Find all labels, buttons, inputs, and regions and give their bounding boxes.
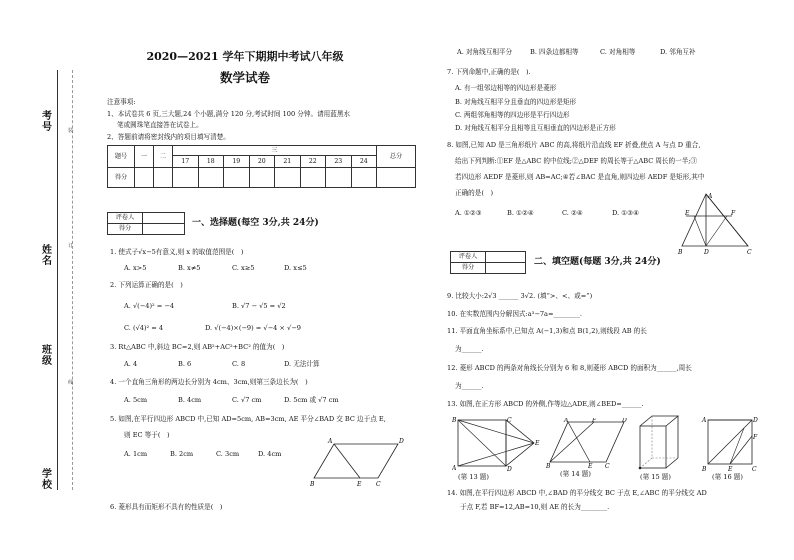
fig-label: E (357, 481, 362, 488)
q5-stem: 5. 如图,在平行四边形 ABCD 中,已知 AD=5cm, AB=3cm, AE 平分∠BAD 交 BC 边于点 E, (110, 415, 386, 423)
q5-figure (310, 436, 410, 488)
grader-cell[interactable] (486, 252, 526, 263)
score-cell[interactable] (198, 168, 224, 188)
fig-label: B (702, 466, 707, 473)
q8-option-c[interactable]: C. ②④ (562, 209, 583, 217)
score-cell[interactable] (224, 168, 250, 188)
fig-label: A (564, 418, 569, 424)
grader-score-label: 得分 (451, 263, 486, 274)
score-table-num: 23 (326, 156, 352, 168)
score-cell[interactable] (377, 168, 416, 188)
q5-option-a[interactable]: A. 1cm (124, 450, 148, 458)
q10-stem: 10. 在实数范围内分解因式:a³−7a=________. (447, 310, 582, 318)
q6-option-a[interactable]: A. 对角线互相平分 (457, 48, 513, 56)
q14-stem: 14. 如图,在平行四边形 ABCD 中,∠BAD 的平分线交 BC 于点 E,∠ABC 的平分线交 AD (447, 489, 707, 497)
notice-item-2: 2、答题前请将密封线内的项目填写清楚。 (107, 133, 230, 141)
q5-stem-2: 则 EC 等于( ) (124, 431, 170, 439)
q7-option-c[interactable]: C. 两组邻角相等的四边形是平行四边形 (455, 111, 570, 119)
q4-option-c[interactable]: C. √7 cm (232, 396, 262, 404)
fig-label: D (704, 249, 709, 256)
fig-label: D (507, 466, 512, 472)
q4-stem: 4. 一个直角三角形的两边长分别为 4cm、3cm,则第三条边长为( ) (110, 378, 308, 386)
score-table (107, 145, 416, 188)
q7-option-d[interactable]: D. 对角线互相平分且相等且互相垂直的四边形是正方形 (455, 124, 616, 132)
score-table-num: 18 (198, 156, 224, 168)
seal-mark-ding: 订 (68, 243, 74, 249)
score-cell[interactable] (326, 168, 352, 188)
score-cell[interactable] (351, 168, 377, 188)
fig-label: F (731, 210, 736, 217)
q2-stem: 2. 下列运算正确的是( ) (110, 281, 183, 289)
fig13-caption: (第 13 题) (458, 473, 489, 481)
fig13 (452, 414, 544, 472)
q3-option-b[interactable]: B. 6 (178, 360, 192, 368)
grader-cell[interactable] (143, 213, 185, 224)
fig16-caption: (第 16 题) (712, 473, 743, 481)
q12-stem-2: 为______. (455, 382, 484, 390)
q7-stem: 7. 下列命题中,正确的是( ). (447, 68, 531, 76)
q8-option-d[interactable]: D. ①③④ (612, 209, 639, 217)
q6-option-d[interactable]: D. 邻角互补 (660, 48, 696, 56)
fig-label: B (546, 463, 551, 468)
q5-option-b[interactable]: B. 2cm (170, 450, 194, 458)
q8-option-b[interactable]: B. ①②④ (507, 209, 534, 217)
q2-option-b[interactable]: B. √7 − √5 = √2 (232, 302, 286, 310)
q3-option-c[interactable]: C. 8 (232, 360, 246, 368)
fig-label: D (399, 438, 404, 445)
q2-option-a[interactable]: A. √(−4)² = −4 (124, 302, 175, 310)
q6-stem: 6. 菱形具有而矩形不具有的性质是( ) (110, 503, 223, 511)
fig-label: A (708, 193, 713, 200)
fig16 (700, 414, 760, 474)
q8-stem-3: 若四边形 AEDF 是菱形,则 AB=AC;④若∠BAC 是直角,则四边形 AEDF 是矩形,其中 (455, 173, 705, 181)
score-table-num: 24 (351, 156, 377, 168)
q8-figure (674, 190, 758, 256)
xingming-label: 姓名 (39, 244, 51, 266)
fig15-caption: (第 15 题) (640, 473, 671, 481)
fig14 (546, 418, 628, 468)
score-cell[interactable] (135, 168, 154, 188)
fig-label: B (678, 249, 683, 256)
fig-label: A (328, 438, 333, 445)
fig15 (634, 412, 690, 474)
fig-label: C (376, 481, 381, 488)
xuexiao-label: 学校 (39, 468, 51, 490)
q14-stem-2: 于点 F,若 BF=12,AB=10,则 AE 的长为________. (460, 503, 610, 511)
q4-option-b[interactable]: B. 4cm (178, 396, 202, 404)
exam-title: 2020—2021 学年下期期中考试八年级 (146, 50, 344, 63)
fig-label: F (753, 434, 758, 441)
q1-option-a[interactable]: A. x>5 (124, 264, 147, 272)
q8-option-a[interactable]: A. ①②③ (455, 209, 482, 217)
score-table-label-no: 题号 (108, 146, 135, 168)
score-cell[interactable] (300, 168, 326, 188)
seal-mark-xian: 线 (68, 380, 74, 386)
q8-stem-2: 给出下列判断:①EF 是△ABC 的中位线;②△DEF 的周长等于△ABC 周长的一半;③ (455, 157, 698, 165)
fig-label: E (685, 210, 690, 217)
q13-stem: 13. 如图,在正方形 ABCD 的外侧,作等边△ADE,则∠BED=______. (447, 400, 644, 408)
score-table-col-two: 二 (154, 146, 173, 168)
exam-subtitle: 数学试卷 (219, 70, 270, 85)
q4-option-d[interactable]: D. 5cm 或 √7 cm (284, 396, 339, 404)
fig-label: D (622, 418, 627, 424)
q11-stem-2: 为______. (455, 345, 484, 353)
seal-mark-zhuang: 装 (68, 128, 74, 134)
q4-option-a[interactable]: A. 5cm (124, 396, 148, 404)
q1-stem: 1. 使式子√x−5有意义,则 x 的取值范围是( ) (110, 248, 244, 256)
score-table-label-score: 得分 (108, 168, 135, 188)
score-cell[interactable] (173, 168, 199, 188)
grader-box-2 (450, 251, 526, 274)
q1-option-c[interactable]: C. x≥5 (232, 264, 255, 272)
q3-option-a[interactable]: A. 4 (124, 360, 138, 368)
q7-option-b[interactable]: B. 对角线互相平分且垂直的四边形是矩形 (455, 98, 577, 106)
q3-option-d[interactable]: D. 无法计算 (284, 360, 320, 368)
fig-label: B (310, 481, 315, 488)
score-table-col-total: 总分 (377, 146, 416, 168)
fig-label: C (507, 417, 512, 424)
grader-label: 评卷人 (108, 213, 143, 224)
fig-label: F (592, 418, 597, 424)
q7-option-a[interactable]: A. 有一组邻边相等的四边形是菱形 (455, 84, 557, 92)
score-table-num: 20 (249, 156, 275, 168)
grader-label: 评卷人 (451, 252, 486, 263)
fig-label: E (728, 466, 733, 473)
fig-label: C (752, 466, 757, 473)
score-table-num: 22 (300, 156, 326, 168)
grader-cell[interactable] (486, 263, 526, 274)
notice-item-1: 1、本试卷共 6 页,三大题,24 个小题,满分 120 分,考试时间 100 分钟。请用蓝黑水 (107, 110, 351, 118)
q5-option-c[interactable]: C. 3cm (216, 450, 240, 458)
notice-title: 注意事项: (107, 98, 136, 106)
q12-stem: 12. 菱形 ABCD 的两条对角线长分别为 6 和 8,则菱形 ABCD 的面积为______,周长 (447, 364, 692, 372)
q2-option-c[interactable]: C. (√4)² = 4 (124, 324, 164, 332)
fig-label: E (588, 463, 593, 468)
q6-option-b[interactable]: B. 四条边都相等 (530, 48, 579, 56)
fig-label: A (452, 465, 457, 472)
score-table-num: 21 (275, 156, 301, 168)
fig-label: A (702, 417, 707, 424)
score-table-num: 19 (224, 156, 250, 168)
fig-label: D (753, 417, 758, 424)
fig-label: C (747, 249, 752, 256)
kaohao-label: 考号 (39, 110, 51, 132)
score-table-col-one: 一 (135, 146, 154, 168)
section2-title: 二、填空题(每题 3分,共 24分) (534, 257, 661, 267)
grader-score-label: 得分 (108, 224, 143, 235)
q9-stem: 9. 比较大小:2√3 ______ 3√2. (填“>、<、或=”) (447, 292, 593, 300)
q8-stem-4: 正确的是( ) (455, 189, 494, 197)
fig-label: B (452, 417, 457, 424)
q3-stem: 3. Rt△ABC 中,斜边 BC=2,则 AB²+AC²+BC² 的值为( ) (110, 343, 285, 351)
fig14-caption: (第 14 题) (560, 470, 591, 478)
score-table-col-three: 三 (173, 146, 377, 156)
score-cell[interactable] (154, 168, 173, 188)
score-cell[interactable] (275, 168, 301, 188)
q1-option-d[interactable]: D. x≤5 (284, 264, 307, 272)
q1-option-b[interactable]: B. x≠5 (178, 264, 201, 272)
notice-item-1b: 笔或圆珠笔直接答在试卷上。 (117, 121, 203, 129)
q8-stem-1: 8. 如图,已知 AD 是三角形纸片 ABC 的高,将纸片沿直线 EF 折叠,使点 A 与点 D 重合, (447, 141, 701, 149)
grader-box-1 (107, 212, 185, 235)
q2-option-d[interactable]: D. √(−4)×(−9) = √−4 × √−9 (205, 324, 301, 332)
section1-title: 一、选择题(每空 3分,共 24分) (192, 218, 319, 228)
q6-option-c[interactable]: C. 对角相等 (600, 48, 636, 56)
fig-label: E (535, 440, 540, 447)
banji-label: 班级 (39, 344, 51, 366)
fig-label: C (605, 463, 610, 468)
score-table-num: 17 (173, 156, 199, 168)
q11-stem: 11. 平面直角坐标系中,已知点 A(−1,3)和点 B(1,2),则线段 AB 的长 (447, 327, 647, 335)
binding-line (57, 70, 58, 490)
score-cell[interactable] (249, 168, 275, 188)
q5-option-d[interactable]: D. 4cm (258, 450, 282, 458)
grader-cell[interactable] (143, 224, 185, 235)
